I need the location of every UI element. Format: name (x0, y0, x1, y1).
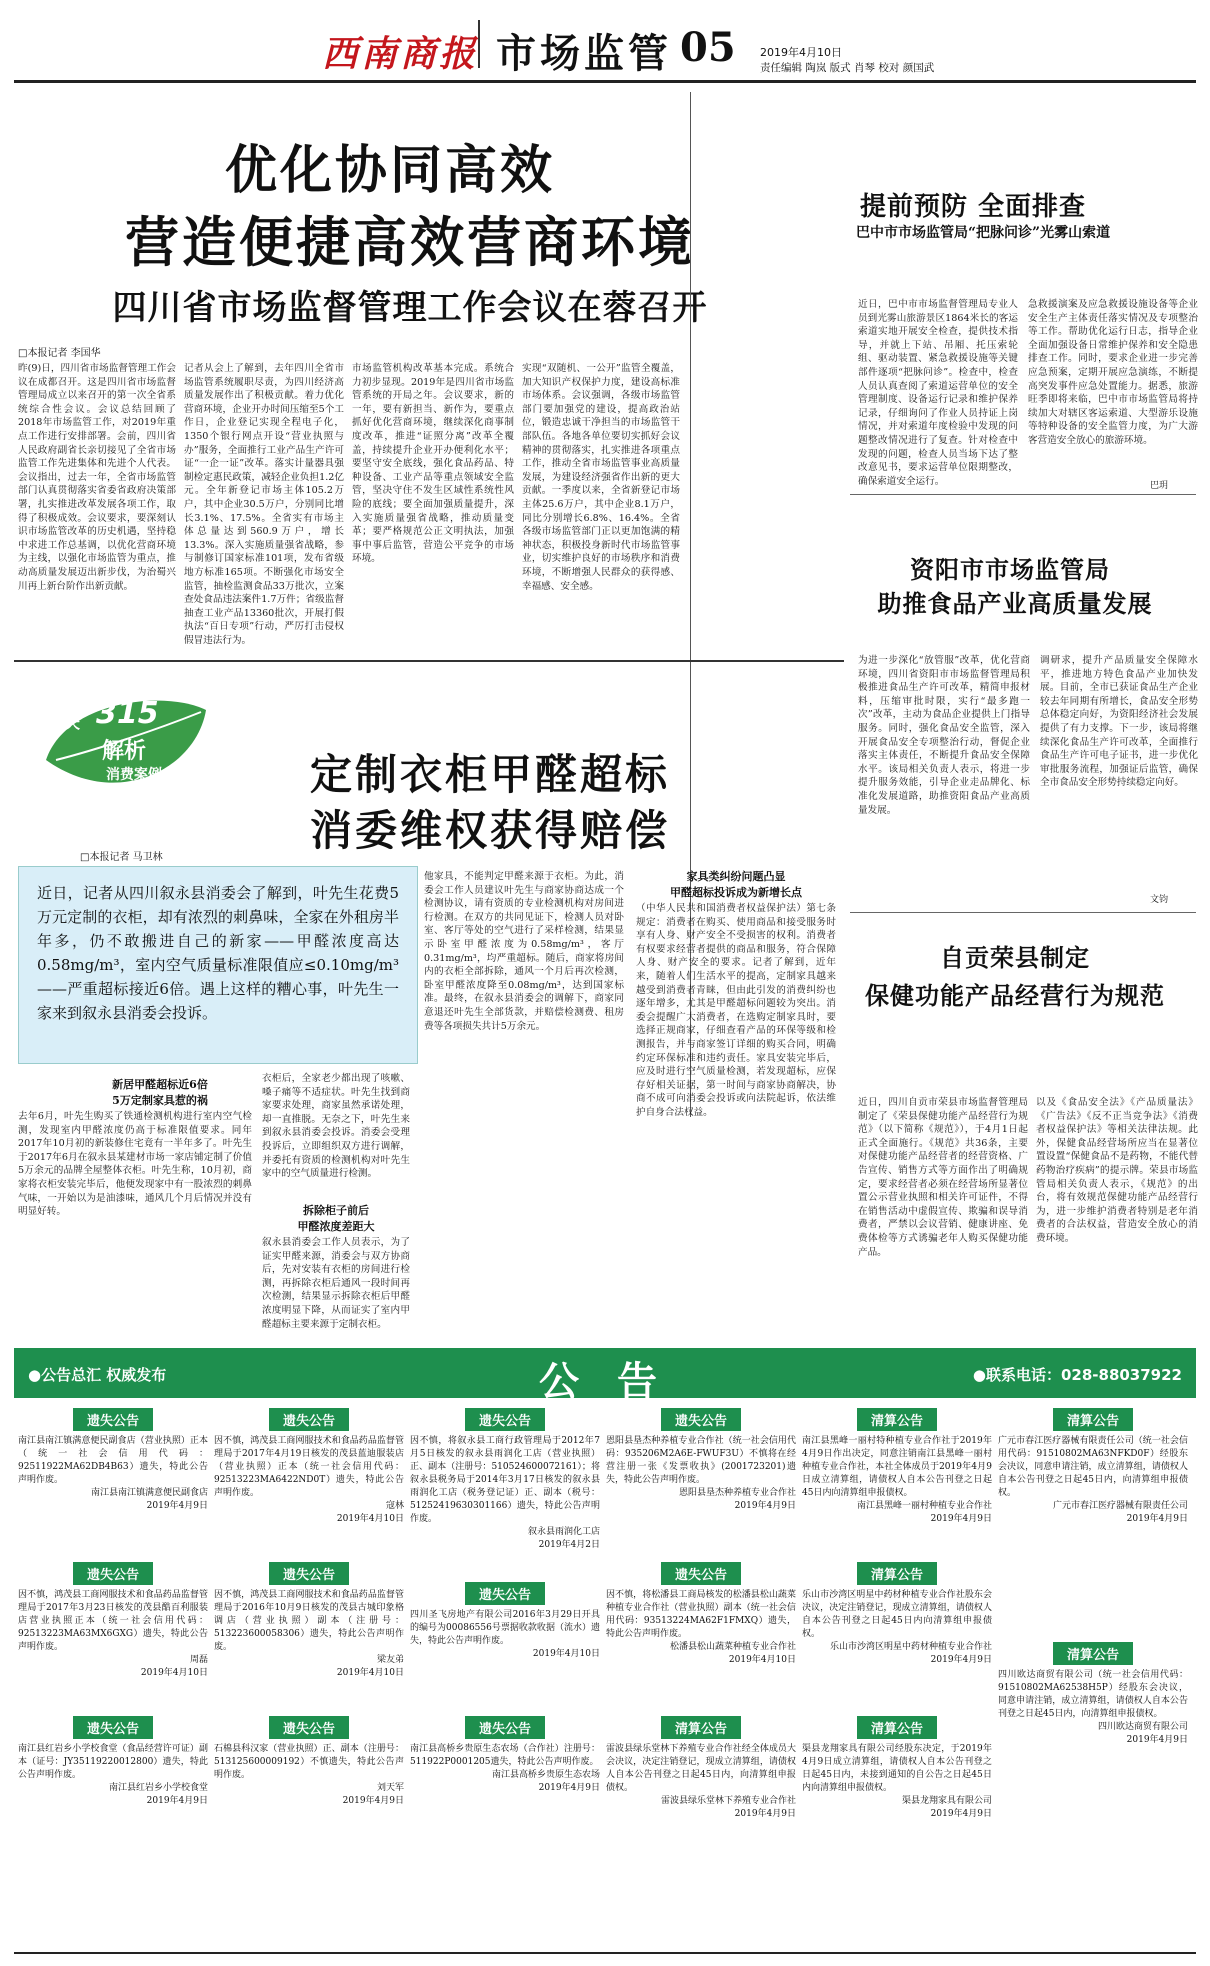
notice-item (606, 1562, 796, 1712)
notice-text: 南江县高桥乡贵原生态农场（合作社）注册号：511922P0001205遗失，特此公告声明作废。 (410, 1744, 600, 1767)
consumer-badge (36, 690, 216, 810)
lead-title-line1: 优化协同高效 (224, 140, 555, 201)
badge-top-text: 天天 (50, 714, 81, 732)
notice-signature: 南江县南江镇满意便民副食店 (90, 1488, 208, 1498)
notice-date: 2019年4月2日 (538, 1540, 600, 1550)
notice-item (998, 1408, 1188, 1638)
notice-date: 2019年4月9日 (1126, 1735, 1188, 1745)
notice-item (998, 1642, 1188, 1872)
notice-text: 石棉县科汉家（营业执照）正、副本（注册号：513125600009192）不慎遗失，特此公告声明作废。 (214, 1744, 404, 1780)
masthead-divider (478, 20, 480, 68)
r1-divider (850, 494, 1196, 495)
notice-date: 2019年4月9日 (146, 1796, 208, 1806)
notice-date: 2019年4月9日 (734, 1809, 796, 1819)
r2-title-line1: 资阳市市场监管局 (910, 555, 1110, 584)
feature-byline: □本报记者 马卫林 (80, 852, 163, 863)
notice-item (214, 1408, 404, 1558)
notice-item (410, 1716, 600, 1866)
feature-column-1: 去年6月，叶先生购买了铁通检测机构进行室内空气检测，发现室内甲醛浓度仍高于标准限值要求。同年2017年10月初的新装修住宅竟有一半年多了。叶先生于2017年6月在叙永县某建材市场一家店铺定制了价值5万余元的品牌全屋整体衣柜。叶先生称，10月初，商家将衣柜安装完毕后，他便发现家中有一股浓烈的刺鼻气味，一开始以为是油漆味，通风几个月后情况并没有明显好转。 (18, 1111, 252, 1218)
notice-title: 遗失公告 (661, 1562, 741, 1585)
feature-subhead-1 (60, 1076, 260, 1108)
notice-title: 遗失公告 (269, 1716, 349, 1739)
notice-title: 遗失公告 (269, 1408, 349, 1431)
lead-column-4: 实现“双随机、一公开”监管全覆盖，加大知识产权保护力度，建设高标准市场体系。会议强调，各级市场监管部门要加强党的建设，提高政治站位，锻造忠诚干净担当的市场监管干部队伍。各地各单位要切实抓好会议精神的贯彻落实，扎实推进各项重点工作，推动全省市场监管事业高质量发展，为建设经济强省作出新的更大贡献。一季度以来，全省新登记市场主体25.6万户，其中企业8.1万户，同比分别增长6.8%、16.4%。全省各级市场监管部门正以更加饱满的精神状态，积极投身新时代市场监管事业，切实维护良好的市场秩序和消费环境，不断增强人民群众的获得感、幸福感、安全感。 (522, 363, 680, 592)
lead-subtitle: 四川省市场监督管理工作会议在蓉召开 (112, 288, 708, 328)
lead-column-1: 昨(9)日，四川省市场监督管理工作会议在成都召开。这是四川省市场监督管理局成立以来召开的第一次全省系统综合性会议。会议总结回顾了2018年市场监管工作，对2019年重点工作进行安排部署。会前，四川省人民政府副省长亲切接见了全省市场监管工作先进集体和先进个人代表。会议指出，过去一年，全省市场监管部门认真贯彻落实省委省政府决策部署，扎实推进改革发展各项工作，取得了积极成效。会议要求，要深刻认识市场监管改革的历史机遇，坚持稳中求进工作总基调，以优化营商环境为主线，以强化市场监管为重点，推动高质量发展迈出新步伐，为治蜀兴川再上新台阶作出新贡献。 (18, 363, 176, 592)
lead-column-3: 市场监管机构改革基本完成。系统合力初步显现。2019年是四川省市场监管系统的开局之年。会议要求，新的一年，要有新担当、新作为，要重点抓好优化营商环境，继续深化商事制度改革，推进“证照分离”改革全覆盖，持续提升企业开办便利化水平；要坚守安全底线，强化食品药品、特种设备、工业产品等重点领域安全监管，坚决守住不发生区域性系统性风险的底线；要全面加强质量提升，深入实施质量强省战略，推动质量变革；要严格规范公正文明执法，加强事中事后监管，营造公平竞争的市场环境。 (352, 363, 514, 565)
notices-banner-title: 公 告 (539, 1358, 669, 1405)
notice-title: 遗失公告 (465, 1582, 545, 1605)
notice-signature: 叙永县雨润化工店 (527, 1527, 600, 1537)
feature-subhead-3 (636, 868, 836, 900)
r2-signature: 文钧 (1150, 895, 1169, 905)
notice-date: 2019年4月9日 (1126, 1514, 1188, 1524)
notice-item (214, 1716, 404, 1866)
feature-subhead-3b: 甲醛超标投诉成为新增长点 (670, 886, 802, 899)
notices-banner-phone: ●联系电话：028-88037922 (972, 1366, 1182, 1384)
notice-item (410, 1582, 600, 1716)
notice-signature: 刘天军 (376, 1783, 404, 1793)
notice-item (18, 1562, 208, 1712)
notice-item (606, 1716, 796, 1866)
r1-signature: 巴玥 (1150, 481, 1169, 491)
section-name: 市场监管 (496, 30, 672, 77)
badge-number: 315 (96, 696, 159, 731)
notice-date: 2019年4月9日 (342, 1796, 404, 1806)
r3-title-line1: 自贡荣县制定 (940, 943, 1090, 972)
notice-item (18, 1408, 208, 1558)
notice-signature: 寇林 (385, 1501, 404, 1511)
notice-item (410, 1408, 600, 1580)
notice-signature: 周磊 (189, 1655, 208, 1665)
r3-column-2: 以及《食品安全法》《产品质量法》《广告法》《反不正当竞争法》《消费者权益保护法》等相关法律法规。此外，保健食品经营场所应当在显著位置设置“保健食品不是药物，不能代替药物治疗疾病”的提示牌。荣县市场监管局相关负责人表示，《规范》的出台，将有效规范保健功能产品经营行为，进一步维护消费者特别是老年消费者的合法权益，营造安全放心的消费环境。 (1036, 1097, 1198, 1244)
notices-banner-left: ●公告总汇 权威发布 (28, 1366, 167, 1384)
feature-subhead-2a: 拆除柜子前后 (303, 1204, 369, 1217)
lead-byline: □本报记者 李国华 (18, 348, 101, 359)
notice-title: 遗失公告 (465, 1408, 545, 1431)
editors-credit: 责任编辑 陶岚 版式 肖琴 校对 颜国武 (760, 62, 935, 74)
feature-column-2b: 叙永县消委会工作人员表示，为了证实甲醛来源，消委会与双方协商后，先对安装有衣柜的房间进行检测，再拆除衣柜后通风一段时间再次检测，结果显示拆除衣柜后甲醛浓度明显下降，从而证实了室内甲醛超标主要来源于定制衣柜。 (262, 1237, 410, 1330)
notice-title: 遗失公告 (661, 1408, 741, 1431)
notice-item (606, 1408, 796, 1558)
r3-column-1: 近日，四川自贡市荣县市场监督管理局制定了《荣县保健功能产品经营行为规范》（以下简称《规范》），于4月1日起正式全面施行。《规范》共36条，主要对保健功能产品经营者的经营资格、广告宣传、销售方式等方面作出了明确规定，要求经营者必须在经营场所显著位置公示营业执照和相关许可证件，不得在销售活动中虚假宣传、欺骗和误导消费者，严禁以会议营销、健康讲座、免费体检等方式诱骗老年人购买保健功能产品。 (858, 1097, 1028, 1258)
r2-title-line2: 助推食品产业高质量发展 (877, 589, 1153, 618)
issue-date: 2019年4月10日 (760, 46, 842, 59)
notice-text: 乐山市沙湾区明星中药材种植专业合作社股东会决议，决定注销登记，现成立清算组，请债权人自本公告刊登之日起45日内向清算组申报债权。 (802, 1590, 992, 1639)
notice-text: 因不慎，鸿茂县工商网服技术和食品药品监督管理局于2017年3月23日核发的茂县酷百利服装店营业执照正本（统一社会信用代码：92513223MA63MX6GXG）遗失，特此公告声明作废。 (18, 1590, 208, 1652)
feature-subhead-1a: 新居甲醛超标近6倍 (112, 1078, 208, 1091)
r1-column-1: 近日，巴中市市场监督管理局专业人员到光雾山旅游景区1864米长的客运索道实地开展安全检查，提供技术指导，并就上下站、吊厢、托压索轮组、驱动装置、紧急救援设施等关键部件逐项“把脉问诊”。检查中，检查人员认真查阅了索道运营单位的安全管理制度、设备运行记录和维护保养记录，仔细询问了作业人员持证上岗情况，并对索道年度检验中发现的问题整改情况进行了复查。针对检查中发现的问题，检查人员当场下达了整改意见书，要求运营单位限期整改，确保索道安全运行。 (858, 299, 1018, 487)
brand-logo: 西南商报 (322, 33, 479, 75)
notice-title: 遗失公告 (73, 1408, 153, 1431)
badge-sub-text: 消费案例 (106, 767, 162, 783)
page-bottom-rule (14, 1952, 1196, 1954)
notice-signature: 南江县红岩乡小学校食堂 (108, 1783, 208, 1793)
notice-signature: 渠县龙翔家具有限公司 (901, 1796, 992, 1806)
notice-item (214, 1562, 404, 1712)
feature-subhead-2 (262, 1202, 410, 1234)
notice-item (802, 1716, 992, 1866)
notices-banner (14, 1348, 1196, 1405)
notice-title: 清算公告 (857, 1562, 937, 1585)
notice-text: 广元市春江医疗器械有限责任公司（统一社会信用代码：91510802MA63NFKD0F）经股东会决议，同意申请注销，成立清算组，请债权人自本公告刊登之日起45日内，向清算组申报债权。 (998, 1436, 1188, 1498)
feature-subhead-3a: 家具类纠纷问题凸显 (686, 870, 786, 883)
notice-signature: 松潘县松山蔬菜种植专业合作社 (669, 1642, 796, 1652)
lead-title-line2: 营造便捷高效营商环境 (125, 210, 695, 274)
notice-date: 2019年4月9日 (538, 1783, 600, 1793)
feature-subhead-2b: 甲醛浓度差距大 (297, 1220, 375, 1233)
notice-item (802, 1408, 992, 1558)
notice-date: 2019年4月10日 (532, 1649, 600, 1659)
notice-text: 南江县红岩乡小学校食堂（食品经营许可证）副本（证号：JY35119220012800）遗失，特此公告声明作废。 (18, 1744, 208, 1780)
notice-date: 2019年4月9日 (930, 1655, 992, 1665)
notice-item (802, 1562, 992, 1712)
notice-text: 渠县龙翔家具有限公司经股东决定，于2019年4月9日成立清算组，请债权人自本公告刊登之日起45日内，未接到通知的自公告之日起45日内向清算组申报债权。 (802, 1744, 992, 1793)
notice-title: 遗失公告 (465, 1716, 545, 1739)
notice-signature: 四川欧达商贸有限公司 (1097, 1722, 1188, 1732)
notice-text: 雷波县绿乐堂林下养殖专业合作社经全体成员大会决议，决定注销登记，现成立清算组，请债权人自本公告刊登之日起45日内，向清算组申报债权。 (606, 1744, 796, 1793)
notice-signature: 南江县高桥乡贵原生态农场 (491, 1770, 600, 1780)
notice-text: 四川圣飞房地产有限公司2016年3月29日开具的编号为00086556号票据收款收据（流水）遗失，特此公告声明作废。 (410, 1610, 600, 1646)
notice-text: 因不慎，鸿茂县工商网服技术和食品药品监督管理局于2017年4月19日核发的茂县蓝迪服装店（营业执照）正本（统一社会信用代码：92513223MA6422ND0T）遗失，特此公告声明作废。 (214, 1436, 404, 1498)
notice-signature: 南江县黑峰一丽村种植专业合作社 (856, 1501, 992, 1511)
masthead (0, 0, 1210, 85)
feature-column-4: （中华人民共和国消费者权益保护法）第七条规定：消费者在购买、使用商品和接受服务时享有人身、财产安全不受损害的权利。消费者有权要求经营者提供的商品和服务，符合保障人身、财产安全的要求。记者了解到，近年来，随着人们生活水平的提高，定制家具越来越受到消费者青睐，但由此引发的消费纠纷也逐年增多，尤其是甲醛超标问题较为突出。消委会提醒广大消费者，在选购定制家具时，要选择正规商家，仔细查看产品的环保等级和检测报告，并与商家签订详细的购买合同，明确约定环保标准和违约责任。家具安装完毕后，应及时进行空气质量检测，若发现超标，应保存好相关证据，第一时间与商家协商解决，协商不成可向消委会投诉或向法院起诉，依法维护自身合法权益。 (636, 903, 836, 1118)
notice-title: 遗失公告 (73, 1562, 153, 1585)
r2-column-1: 为进一步深化“放管服”改革，优化营商环境，四川省资阳市市场监督管理局积极推进食品生产许可改革，精简申报材料，压缩审批时限，实行“最多跑一次”改革，主动为食品企业提供上门指导服务。同时，强化食品安全监管，深入开展食品安全专项整治行动，督促企业落实主体责任，不断提升食品安全保障水平。该局相关负责人表示，将进一步提升服务效能，引导企业走品牌化、标准化发展道路，助推资阳食品产业高质量发展。 (858, 655, 1030, 816)
notice-title: 清算公告 (857, 1408, 937, 1431)
masthead-rule (14, 80, 1196, 83)
notice-date: 2019年4月9日 (930, 1809, 992, 1819)
r2-column-2: 调研求，提升产品质量安全保障水平，推进地方特色食品产业加快发展。目前，全市已获证食品生产企业较去年同期有所增长，食品安全形势总体稳定向好，为资阳经济社会发展提供了有力支撑。下一步，该局将继续深化食品生产许可改革，全面推行食品生产许可电子证书，进一步优化审批服务流程，加强证后监管，确保全市食品安全形势持续稳定向好。 (1040, 655, 1198, 789)
notice-date: 2019年4月9日 (930, 1514, 992, 1524)
notice-text: 因不慎，鸿茂县工商网服技术和食品药品监督管理局于2016年10月9日核发的茂县古城印象格调店（营业执照）副本（注册号：513223600058306）遗失，特此公告声明作废。 (214, 1590, 404, 1652)
notice-text: 南江县南江镇满意便民副食店（营业执照）正本（统一社会信用代码：92511922MA62DB4B63）遗失，特此公告声明作废。 (18, 1436, 208, 1485)
notice-text: 四川欧达商贸有限公司（统一社会信用代码：91510802MA62538H5P）经股东会决议，同意申请注销，成立清算组，请债权人自本公告刊登之日起45日内，向清算组申报债权。 (998, 1670, 1188, 1719)
notice-signature: 梁友弟 (376, 1655, 404, 1665)
notice-signature: 恩阳县垦杰种养植专业合作社 (678, 1488, 796, 1498)
notice-text: 因不慎，将叙永县工商行政管理局于2012年7月5日核发的叙永县雨润化工店（营业执照）正、副本（注册号：510524600072161）；将叙永县税务局于2014年3月17日核发的叙永县雨润化工店（税务登记证）正、副本（税号：51252419630301166）遗失，特此公告声明作废。 (410, 1436, 600, 1524)
notice-text: 南江县黑峰一丽村特种植专业合作社于2019年4月9日作出决定，同意注销南江县黑峰一丽村种植专业合作社，本社全体成员于2019年4月9日成立清算组，请债权人自本公告刊登之日起45日内向清算组申报债权。 (802, 1436, 992, 1498)
notice-date: 2019年4月10日 (336, 1668, 404, 1678)
notice-date: 2019年4月10日 (140, 1668, 208, 1678)
r1-title: 提前预防 全面排查 (860, 192, 1087, 222)
feature-lead-text: 近日，记者从四川叙永县消委会了解到，叶先生花费5万元定制的衣柜，却有浓烈的刺鼻味，全家在外租房半年多，仍不敢搬进自己的新家——甲醛浓度高达0.58mg/m³，室内空气质量标准限值应≤0.10mg/m³——严重超标接近6倍。遇上这样的糟心事，叶先生一家来到叙永县消委会投诉。 (37, 884, 399, 1022)
notice-date: 2019年4月9日 (146, 1501, 208, 1511)
notice-signature: 广元市春江医疗器械有限责任公司 (1052, 1501, 1188, 1511)
notice-text: 恩阳县垦杰种养植专业合作社（统一社会信用代码：935206M2A6E-FWUF3U）不慎将在经营注册一张《发票收执》(2001723201)遗失，特此公告声明作废。 (606, 1436, 796, 1485)
notice-date: 2019年4月10日 (728, 1655, 796, 1665)
r3-title-line2: 保健功能产品经营行为规范 (865, 981, 1165, 1010)
notice-title: 清算公告 (857, 1716, 937, 1739)
notice-date: 2019年4月10日 (336, 1514, 404, 1524)
feature-subhead-1b: 5万定制家具惹的祸 (112, 1094, 208, 1107)
r1-subtitle: 巴中市市场监管局“把脉问诊”光雾山索道 (856, 225, 1111, 241)
notice-item (18, 1716, 208, 1866)
notice-text: 因不慎，将松潘县工商局核发的松潘县松山蔬菜种植专业合作社（营业执照）副本（统一社会信用代码：93513224MA62F1FMXQ）遗失，特此公告声明作废。 (606, 1590, 796, 1639)
feature-column-2: 衣柜后，全家老少都出现了咳嗽、嗓子痛等不适症状。叶先生找到商家要求处理，商家虽然承诺处理，却一直推脱。无奈之下，叶先生来到叙永县消委会投诉。消委会受理投诉后，立即组织双方进行调解，并委托有资质的检测机构对叶先生家中的空气质量进行检测。 (262, 1073, 410, 1180)
lead-column-2: 记者从会上了解到，去年四川全省市场监管系统履职尽责，为四川经济高质量发展作出了积极贡献。着力优化营商环境，企业开办时间压缩至5个工作日，企业登记实现全程电子化，1350个银行网点开设“营业执照与办”服务，全面推行工业产品生产许可证“一企一证”改革。落实计量器具强制检定惠民政策，减轻企业负担1.2亿元。全年新登记市场主体105.2万户，其中企业30.5万户，分别同比增长3.1%、17.5%。全省实有市场主体总量达到560.9万户，增长13.3%。深入实施质量强省战略，参与制修订国家标准101项，发布省级地方标准165项。不断强化市场安全监管，抽检监测食品33万批次，立案查处食品违法案件1.7万件；省级监督抽查工业产品13360批次，开展打假执法“百日专项”行动，严厉打击侵权假冒违法行为。 (184, 363, 344, 646)
page-number: 05 (680, 24, 736, 71)
notice-signature: 乐山市沙湾区明星中药材种植专业合作社 (829, 1642, 992, 1652)
feature-top-divider (14, 660, 844, 662)
notice-title: 遗失公告 (269, 1562, 349, 1585)
notice-title: 遗失公告 (73, 1716, 153, 1739)
feature-title-line1: 定制衣柜甲醛超标 (309, 750, 670, 799)
feature-lead-box (18, 866, 418, 1064)
notice-date: 2019年4月9日 (734, 1501, 796, 1511)
notice-title: 清算公告 (1053, 1408, 1133, 1431)
feature-title-line2: 消委维权获得赔偿 (309, 806, 670, 855)
notice-signature: 雷波县绿乐堂林下养殖专业合作社 (660, 1796, 796, 1806)
feature-column-3: 他家具，不能判定甲醛来源于衣柜。为此，消委会工作人员建议叶先生与商家协商达成一个检测协议，请有资质的专业检测机构对房间进行检测。在双方的共同见证下，检测人员对卧室、客厅等处的空气进行了采样检测，结果显示卧室甲醛浓度为0.58mg/m³，客厅0.31mg/m³，均严重超标。随后，商家将房间内的衣柜全部拆除，通风一个月后再次检测，卧室甲醛浓度降至0.08mg/m³，达到国家标准。最终，在叙永县消委会的调解下，商家同意退还叶先生全部货款，并赔偿检测费、租房费等各项损失共计5万余元。 (424, 871, 624, 1032)
notice-title: 清算公告 (661, 1716, 741, 1739)
notice-title: 清算公告 (1053, 1642, 1133, 1665)
badge-main-text: 解析 (102, 739, 147, 764)
r1-column-2: 急救援演案及应急救援设施设备等企业安全生产主体责任落实情况及专项整治等工作。帮助优化运行日志，指导企业全面加强设备日常维护保养和安全隐患排查工作。同时，要求企业进一步完善应急预案，定期开展应急演练，不断提高突发事件应急处置能力。据悉，旅游旺季即将来临，巴中市市场监管局将持续加大对辖区客运索道、大型游乐设施等特种设备的安全监管力度，为广大游客营造安全放心的旅游环境。 (1028, 299, 1198, 446)
r2-divider (850, 912, 1196, 913)
